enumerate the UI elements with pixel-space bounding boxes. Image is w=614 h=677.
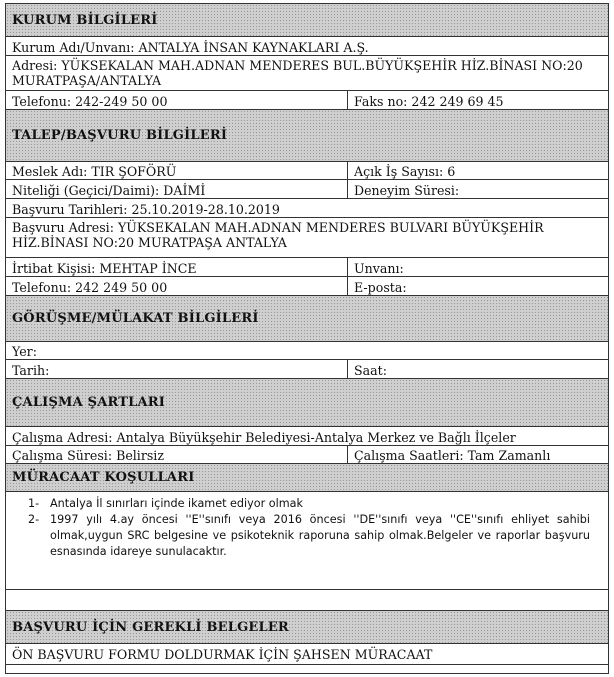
kurum-address-row	[6, 56, 608, 91]
kurum-fax: Faks no: 242 249 69 45	[354, 94, 504, 109]
gorusme-header-text: GÖRÜŞME/MÜLAKAT BİLGİLERİ	[12, 311, 259, 326]
calisma-suresi: Çalışma Süresi: Belirsiz	[6, 446, 348, 463]
irtibat-kisisi: İrtibat Kişisi: MEHTAP İNCE	[6, 258, 348, 276]
unvani: Unvanı:	[354, 261, 404, 276]
muracaat-header-text: MÜRACAAT KOŞULLARI	[12, 470, 195, 485]
talep-phone: Telefonu: 242 249 50 00	[6, 277, 348, 295]
gorusme-saat: Saat:	[354, 363, 387, 378]
gorusme-yer-row	[6, 342, 608, 360]
talep-row-2	[6, 180, 608, 199]
calisma-adresi: Çalışma Adresi: Antalya Büyükşehir Belediyesi-Antalya Merkez ve Bağlı İlçeler	[12, 430, 516, 445]
muracaat-item-text: Antalya İl sınırları içinde ikamet ediyor olmak	[50, 497, 303, 510]
basvuru-adresi	[6, 218, 608, 250]
muracaat-list	[6, 492, 608, 590]
gorusme-tarih-row	[6, 360, 608, 379]
section-header-belgeler	[6, 611, 608, 644]
muracaat-item	[28, 512, 590, 560]
kurum-phone: Telefonu: 242-249 50 00	[6, 91, 348, 109]
calisma-sure-row	[6, 446, 608, 464]
talep-row-5	[6, 277, 608, 296]
muracaat-item-number: 1-	[28, 497, 40, 510]
talep-email: E-posta:	[354, 280, 407, 295]
deneyim-suresi: Deneyim Süresi:	[354, 183, 460, 198]
belgeler-row	[6, 644, 608, 665]
basvuru-tarihleri: Başvuru Tarihleri: 25.10.2019-28.10.2019	[12, 202, 280, 217]
empty-row	[6, 590, 608, 611]
gorusme-yer: Yer:	[12, 344, 37, 359]
belgeler-header-text: BAŞVURU İÇİN GEREKLİ BELGELER	[12, 619, 289, 635]
section-header-muracaat	[6, 464, 608, 492]
talep-row-4	[6, 258, 608, 277]
section-header-kurum	[6, 4, 608, 37]
acik-is-sayisi: Açık İş Sayısı: 6	[354, 164, 456, 179]
talep-address-row	[6, 218, 608, 258]
muracaat-item	[28, 496, 590, 512]
kurum-address-line2: MURATPAŞA/ANTALYA	[12, 73, 162, 88]
basvuru-adresi-line1: Başvuru Adresi: YÜKSEKALAN MAH.ADNAN MENDERES BULVARI BÜYÜKŞEHİR	[12, 220, 544, 235]
calisma-adres-row	[6, 427, 608, 446]
kurum-address	[6, 56, 608, 88]
talep-row-1	[6, 162, 608, 180]
kurum-header-text: KURUM BİLGİLERİ	[12, 12, 158, 28]
application-form	[5, 3, 609, 674]
talep-header-text: TALEP/BAŞVURU BİLGİLERİ	[12, 128, 228, 143]
gorusme-tarih: Tarih:	[6, 360, 348, 378]
section-header-gorusme	[6, 296, 608, 342]
muracaat-items	[6, 492, 608, 560]
kurum-name: Kurum Adı/Unvanı: ANTALYA İNSAN KAYNAKLARI A.Ş.	[12, 40, 369, 55]
niteligi: Niteliği (Geçici/Daimi): DAİMİ	[6, 180, 348, 198]
muracaat-item-number: 2-	[28, 513, 40, 526]
muracaat-item-text: 1997 yılı 4.ay öncesi ''E''sınıfı veya 2016 öncesi ''DE''sınıfı veya ''CE''sınıfı ehliyet sahibi olmak,uygun SRC belgesine ve psikoteknik raporuna sahip olmak.Belgeler ve raporlar başvuru esnasında idareye sunulacaktır.	[50, 513, 590, 558]
basvuru-adresi-line2: HİZ.BİNASI NO:20 MURATPAŞA ANTALYA	[12, 235, 287, 250]
talep-row-3	[6, 199, 608, 218]
calisma-header-text: ÇALIŞMA ŞARTLARI	[12, 395, 166, 410]
kurum-contact-row	[6, 91, 608, 110]
kurum-name-row	[6, 37, 608, 56]
section-header-calisma	[6, 379, 608, 427]
section-header-talep	[6, 110, 608, 162]
belgeler-text: ÖN BAŞVURU FORMU DOLDURMAK İÇİN ŞAHSEN MÜRACAAT	[12, 646, 433, 662]
meslek-adi: Meslek Adı: TIR ŞOFÖRÜ	[6, 162, 348, 179]
calisma-saatleri: Çalışma Saatleri: Tam Zamanlı	[354, 448, 551, 463]
kurum-address-line1: Adresi: YÜKSEKALAN MAH.ADNAN MENDERES BUL.BÜYÜKŞEHİR HİZ.BİNASI NO:20	[12, 58, 583, 73]
